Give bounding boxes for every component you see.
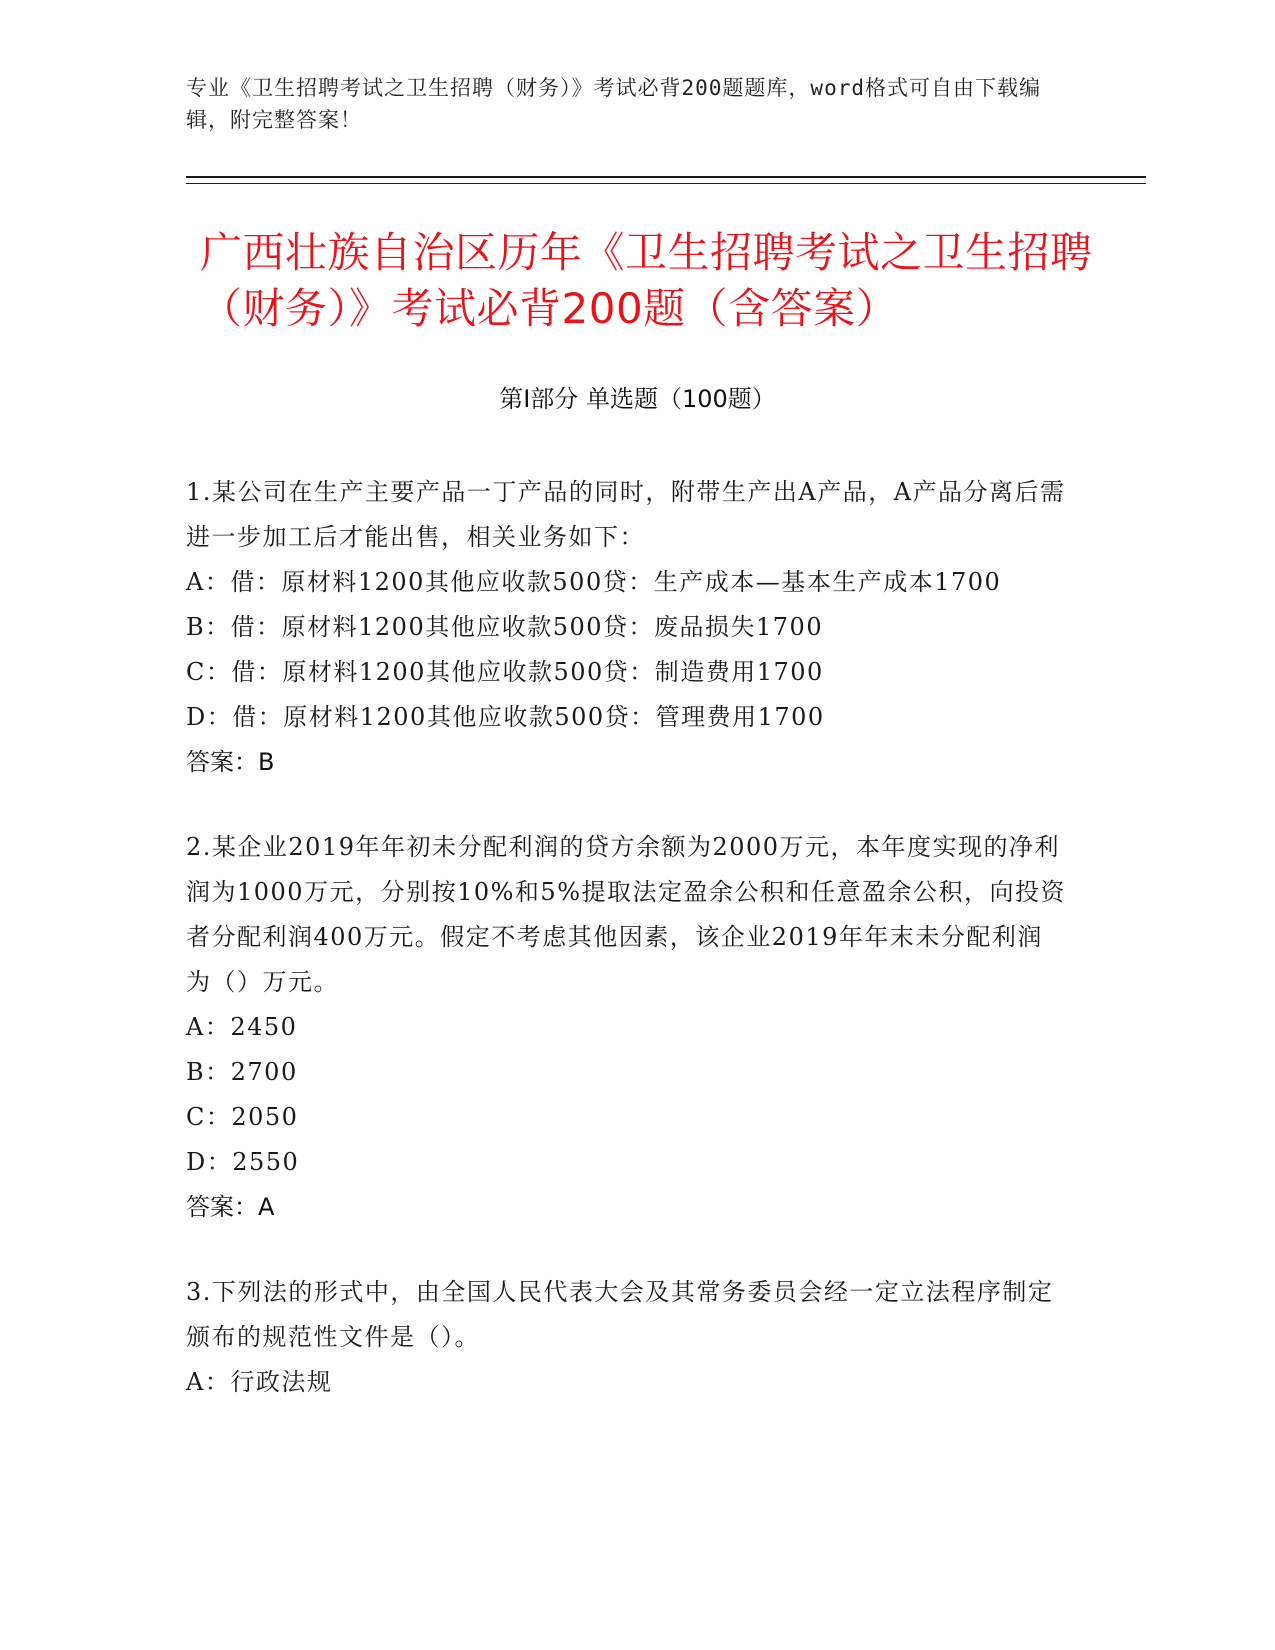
option-d: D：2550 (186, 1148, 300, 1176)
option-b: B：借：原材料1200其他应收款500贷：废品损失1700 (186, 613, 824, 641)
question-stem: 3.下列法的形式中，由全国人民代表大会及其常务委员会经一定立法程序制定颁布的规范性文件是（）。 (186, 1278, 1054, 1351)
question-stem: 1.某公司在生产主要产品一丁产品的同时，附带生产出A产品，A产品分离后需进一步加工后才能出售，相关业务如下： (186, 478, 1066, 551)
section-title: 第Ⅰ部分 单选题（100题） (499, 385, 776, 413)
question-2 (186, 825, 1066, 1230)
option-c: C：借：原材料1200其他应收款500贷：制造费用1700 (186, 658, 824, 686)
header-divider-thin (186, 183, 1146, 184)
question-1 (186, 470, 1066, 785)
header-divider-thick (186, 176, 1146, 178)
document-title: 广西壮族自治区历年《卫生招聘考试之卫生招聘（财务）》考试必背200题（含答案） (200, 228, 1093, 333)
question-answer: 答案：B (186, 748, 275, 776)
option-a: A：借：原材料1200其他应收款500贷：生产成本—基本生产成本1700 (186, 568, 1002, 596)
question-stem: 2.某企业2019年年初未分配利润的贷方余额为2000万元，本年度实现的净利润为1000万元，分别按10%和5%提取法定盈余公积和任意盈余公积，向投资者分配利润400万元。假定不考虑其他因素，该企业2019年年末未分配利润为（）万元。 (186, 833, 1066, 996)
header-note: 专业《卫生招聘考试之卫生招聘（财务）》考试必背200题题库，word格式可自由下载编辑，附完整答案！ (186, 76, 1041, 132)
option-d: D：借：原材料1200其他应收款500贷：管理费用1700 (186, 703, 825, 731)
option-b: B：2700 (186, 1058, 298, 1086)
option-a: A：2450 (186, 1013, 298, 1041)
option-c: C：2050 (186, 1103, 299, 1131)
question-answer: 答案：A (186, 1193, 275, 1221)
question-list (186, 470, 1066, 1445)
question-3 (186, 1270, 1066, 1405)
option-a: A：行政法规 (186, 1368, 333, 1396)
